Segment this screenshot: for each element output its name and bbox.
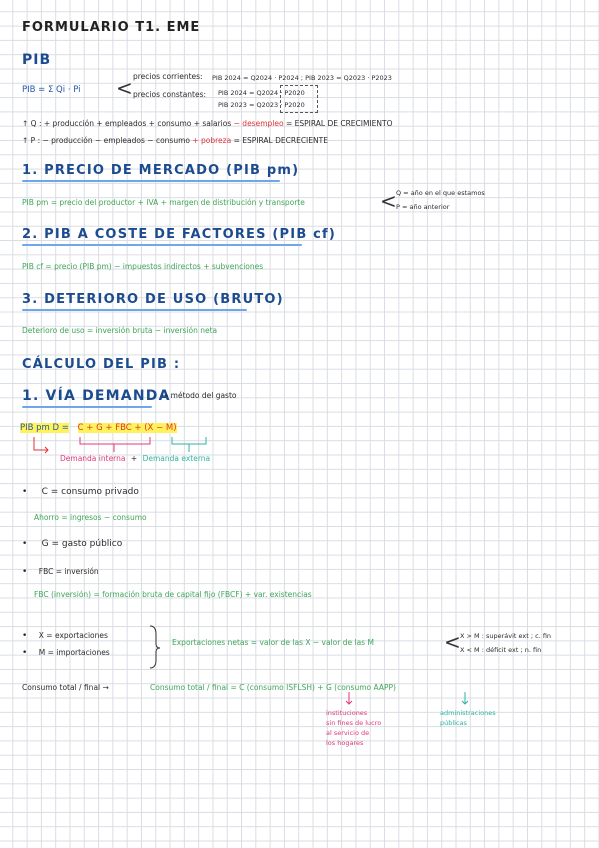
consumo-formula: Consumo total / final = C (consumo ISFLSH) + G (consumo AAPP): [150, 683, 396, 692]
pib-formula: PIB = Σ Qi · Pi: [22, 85, 81, 95]
fbc-detail: FBC (inversión) = formación bruta de capital fijo (FBCF) + var. existencias: [34, 590, 312, 599]
q-line-red: − desempleo: [233, 119, 284, 128]
demanda-externa: Demanda externa: [142, 454, 211, 463]
p-line-b: = ESPIRAL DECRECIENTE: [233, 136, 328, 145]
demanda-interna: Demanda interna: [60, 454, 126, 463]
c-line: C = consumo privado: [41, 487, 139, 497]
section-3-heading: 3. DETERIORO DE USO (BRUTO): [22, 292, 284, 307]
section-1-heading: 1. PRECIO DE MERCADO (PIB pm): [22, 163, 300, 178]
section-2-formula: PIB cf = precio (PIB pm) − impuestos indirectos + subvenciones: [22, 262, 264, 271]
bracket-symbol-3: <: [444, 630, 461, 654]
bullet-fbc: • FBC = inversión: [22, 567, 99, 577]
bullet-c: • C = consumo privado: [22, 487, 139, 497]
isflsh-line-3: al servicio de: [326, 729, 370, 737]
precios-constantes-label: precios constantes:: [133, 90, 207, 99]
g-line: G = gasto público: [41, 539, 123, 549]
fbc-line: FBC = inversión: [38, 567, 99, 576]
isflsh-note: [326, 708, 381, 748]
isflsh-line-1: instituciones: [326, 709, 368, 717]
pib-heading: PIB: [22, 52, 52, 68]
xm-deficit: X < M : déficit ext ; n. fin: [460, 646, 542, 654]
aapp-line-2: públicas: [440, 719, 467, 727]
bullet-m: • M = importaciones: [22, 648, 110, 658]
q-line-b: = ESPIRAL DE CRECIMIENTO: [285, 119, 393, 128]
section-2-heading: 2. PIB A COSTE DE FACTORES (PIB cf): [22, 227, 337, 242]
x-line: X = exportaciones: [38, 631, 108, 640]
ahorro-line: Ahorro = ingresos − consumo: [34, 513, 147, 522]
xm-formula: Exportaciones netas = valor de las X − valor de las M: [172, 638, 374, 647]
section-1-formula: PIB pm = precio del productor + IVA + margen de distribución y transporte: [22, 198, 305, 207]
demand-rhs: C + G + FBC + (X − M): [77, 423, 177, 433]
section-3-formula: Deterioro de uso = inversión bruta − inversión neta: [22, 326, 218, 335]
bullet-x: • X = exportaciones: [22, 631, 108, 641]
isflsh-line-2: sin fines de lucro: [326, 719, 382, 727]
isflsh-line-4: los hogares: [326, 739, 364, 747]
bracket-symbol: <: [116, 76, 133, 100]
m-line: M = importaciones: [38, 648, 110, 657]
aapp-note: [440, 708, 496, 728]
page-title: FORMULARIO T1. EME: [22, 20, 201, 35]
p-line-a: ↑ P : − producción − empleados − consumo: [22, 136, 190, 145]
q-line-a: ↑ Q : + producción + empleados + consumo + salarios: [22, 119, 232, 128]
section-1-note-p: P = año anterior: [396, 203, 450, 211]
demanda-plus: +: [130, 454, 138, 463]
demand-lhs: PIB pm D =: [20, 423, 69, 433]
bullet-g: • G = gasto público: [22, 539, 123, 549]
via-demanda-heading: 1. VÍA DEMANDA: [22, 388, 171, 404]
constantes-line-2: PIB 2023 = Q2023 · P2020: [218, 101, 305, 109]
constantes-line-1: PIB 2024 = Q2024 · P2020: [218, 89, 305, 97]
aapp-line-1: administraciones: [440, 709, 496, 717]
consumo-label: Consumo total / final →: [22, 683, 109, 692]
precios-corrientes-label: precios corrientes:: [133, 72, 203, 81]
calculo-heading: CÁLCULO DEL PIB :: [22, 357, 181, 372]
section-1-note-q: Q = año en el que estamos: [396, 189, 485, 197]
p-line-red: + pobreza: [192, 136, 232, 145]
via-demanda-note: → método del gasto: [162, 391, 237, 400]
demanda-breakdown: [60, 454, 210, 463]
bracket-symbol-2: <: [380, 189, 397, 213]
precios-corrientes-formula: PIB 2024 = Q2024 · P2024 ; PIB 2023 = Q2023 · P2023: [212, 74, 392, 82]
xm-superavit: X > M : superávit ext ; c. fin: [460, 632, 552, 640]
